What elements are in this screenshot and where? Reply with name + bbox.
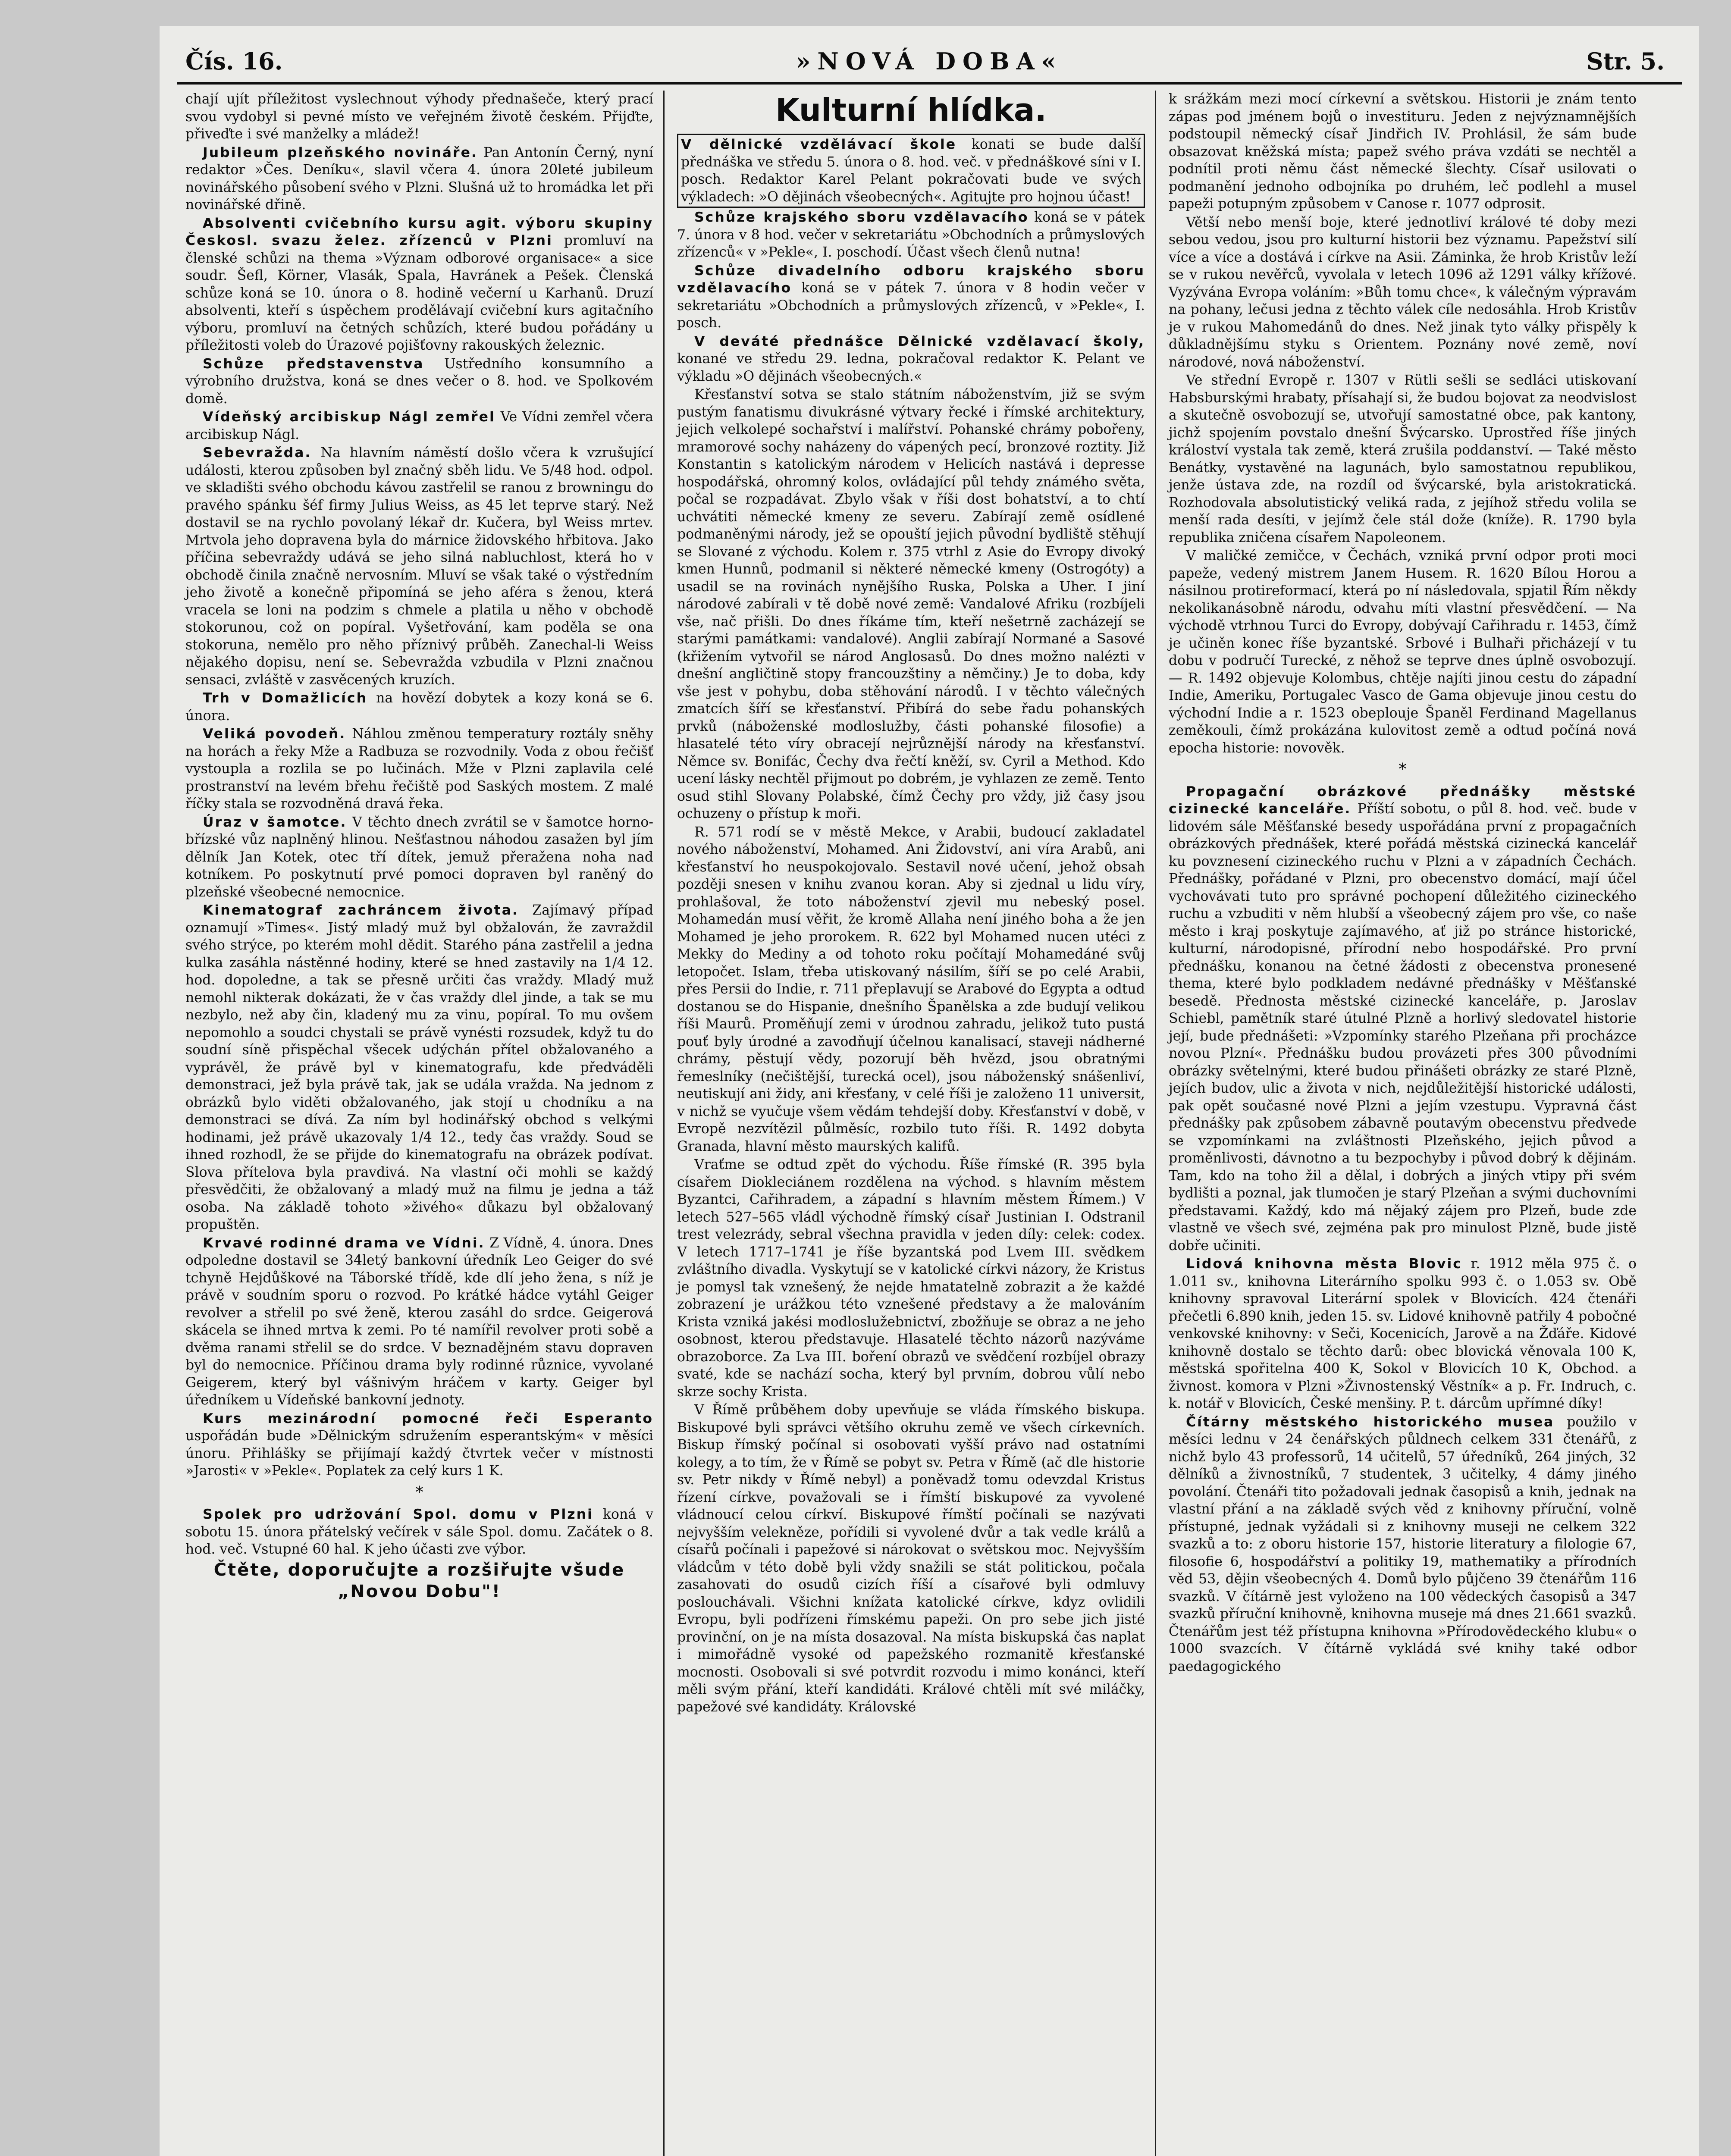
column-3 xyxy=(1169,91,1637,1676)
article-propagacni-prednasky xyxy=(1169,783,1637,1255)
article-kinematograf xyxy=(185,902,653,1234)
article-headline: V dělnické vzdělávací škole xyxy=(681,137,957,152)
article-headline: Schůze představenstva xyxy=(203,356,424,372)
article-body: promluví na členské schůzi na thema »Význam odborové organisace« a sice soudr. Šefl, Körner, Vlasák, Spala, Havránek a Pešek. Členská schůze koná se 10. února o 8. hodině večerní u Karhanů. Druzí absolventi, kteří s úspěchem prodělávají cvičební kurs agitačního výboru, promluví na četných schůzích, které budou pořádány u příležitosti voleb do Úrazové pojišťovny rakouských železnic. xyxy=(185,233,654,353)
article-body: koná se v pátek 7. února v 8 hodin večer v sekretariátu »Obchodních a průmyslových zřízenců, v »Pekle«, I. posch. xyxy=(677,280,1145,331)
article-paragraph: V maličké zemičce, v Čechách, vzniká první odpor proti moci papeže, vedený mistrem Janem Husem. R. 1620 Bílou Horou a násilnou protireformací, která po ní následovala, spjatil Řím někdy nekolikanásobně národu, odvahu míti vlastní přesvědčení. — Na východě vtrhnou Turci do Evropy, dobývají Cařihradu r. 1453, čímž je učiněn konec říše byzantské. Srbové i Bulhaři přicházejí v tu dobu v područí Turecké, z něhož se teprve dnes úplně osvobozují. — R. 1492 objevuje Kolombus, chtěje najíti jinou cestu do západní Indie, Ameriku, Portugalec Vasco de Gama objevuje jinou cestu do východní Indie a r. 1523 obeplouje Španěl Ferdinand Magellanus zeměkouli, čímž prokázána kulovitost země a odtud počíná nová epocha historie: novověk. xyxy=(1169,548,1637,756)
article-drama xyxy=(185,1235,653,1409)
article-body: konané ve středu 29. ledna, pokračoval redaktor K. Pelant ve výkladu »O dějinách všeobecných.« xyxy=(677,351,1145,384)
promo-slogan: Čtěte, doporučujte a rozšiřujte všude „Novou Dobu"! xyxy=(213,1560,625,1601)
article-headline: Spolek pro udržování Spol. domu v Plzni xyxy=(203,1507,593,1522)
article-body: uspořádán bude »Dělnickým sdružením esperantským« v měsíci únoru. Přihlášky se přijímají každý čtvrtek večer v místnosti »Jarosti« v »Pekle«. Poplatek za celý kurs 1 K. xyxy=(185,1428,653,1479)
article-predstavenstvo xyxy=(185,355,653,408)
article-absolventi xyxy=(185,215,653,354)
article-paragraph: Ve střední Evropě r. 1307 v Rütli sešli se sedláci utiskovaní Habsburskými hrabaty, přísahají si, že budou bojovat za neodvislost a skutečně osvobozují se, utvořují samostatné obce, pak kantony, jichž spojením povstalo dnešní Švýcarsko. Uprostřed říše jiných králoství vystala tak země, která zrušila poddanství. — Také město Benátky, vystavěné na lagunách, bylo samostatnou republikou, jenže ústava zde, na rozdíl od švýcarské, byla aristokratická. Rozhodovala absolutistický veliká rada, z jejíhož středu volila se menší rada desíti, v jejímž čele stál dože (kníže). R. 1790 byla republika zničena císařem Napoleonem. xyxy=(1169,373,1637,545)
article-spolek xyxy=(185,1506,653,1558)
article-headline: Sebevražda. xyxy=(203,445,312,461)
article-headline: Trh v Domažlicích xyxy=(203,690,368,706)
article-krajsky-sbor xyxy=(677,209,1145,261)
article-jubileum xyxy=(185,144,653,214)
article-body: Ve Vídni zemřel včera arcibiskup Nágl. xyxy=(185,409,654,442)
article-body: Ustředního konsumního a výrobního družstva, koná se dnes večer o 8. hod. ve Spolkovém domě. xyxy=(185,356,653,407)
column-1 xyxy=(185,91,653,1603)
article-headline: Schůze divadelního odboru krajského sboru vzdělavacího xyxy=(677,263,1145,296)
column-rule-2 xyxy=(1155,91,1156,2156)
article-headline: Propagační obrázkové přednášky městské cizinecké kanceláře. xyxy=(1169,783,1637,817)
article-headline: Čítárny městského historického musea xyxy=(1186,1414,1555,1430)
article-body: r. 1912 měla 975 č. o 1.011 sv., knihovna Literárního spolku 993 č. o 1.053 sv. Obě knihovny spravoval Literární spolek v Blovicích. 424 čtenáři přečetli 6.890 knih, jeden 15. sv. Lidové knihovně patřily 4 pobočné venkovské knihovny: v Seči, Kocenicích, Jarově a na Žďáře. Kidové knihovně dostalo se těchto darů: obec blovická věnovala 100 K, městská spořitelna 400 K, Sokol v Blovicích 10 K, Obchod. a živnost. komora v Plzni »Živnostenský Věstník« a p. Fr. Indruch, c. k. notář v Blovicích, České menšiny. P. t. dárcům upřímné díky! xyxy=(1169,1256,1637,1411)
article-body: koná se v pátek 7. února v 8 hod. večer v sekretariátu »Obchodních a průmyslových zřízenců« v »Pekle«, I. poschodí. Účast všech členů nutna! xyxy=(677,210,1145,260)
article-headline: Veliká povodeň. xyxy=(203,726,346,742)
issue-number: Čís. 16. xyxy=(185,47,283,75)
article-headline: Kinematograf zachráncem života. xyxy=(203,903,519,918)
page-header xyxy=(177,43,1682,85)
article-paragraph: k srážkám mezi mocí církevní a světskou. Historii je znám tento zápas pod jménem bojů o investituru. Jeden z nejvýznamnějších podstoupil německý císař Jindřich IV. Prohlásil, že sám bude obsazovat kněžská místa; papež svého práva vzdáti se nechtěl a podnítil proti němu část německé šlechty. Císař usilovati o podmanění jednoho odbojníka po druhém, leč podlehl a musel papeži potupným způsobem v Canose r. 1077 odprosit. xyxy=(1169,91,1637,212)
article-headline: Úraz v šamotce. xyxy=(203,814,347,830)
article-knihovna-blovice xyxy=(1169,1255,1637,1413)
article-arcibiskup xyxy=(185,408,653,443)
masthead-title: »NOVÁ DOBA« xyxy=(796,47,1063,75)
article-devata-prednaska xyxy=(677,333,1145,385)
article-headline: Absolventi cvičebního kursu agit. výboru skupiny Českosl. svazu želez. zřízenců v Plzni xyxy=(185,215,653,248)
article-headline: V deváté přednášce Dělnické vzdělavací školy, xyxy=(694,333,1145,349)
article-body: Příští sobotu, o půl 8. hod. več. bude v lidovém sále Měšťanské besedy uspořádána první z propagačních obrázkových přednášek, které pořádá městská cizinecká kancelář ku povznesení cizineckého ruchu v Plzni a v západních Čechách. Přednášky, pořádané v Plzni, pro obecenstvo domácí, mají účel vychovávati tuto pro správné pochopení důležitého cizineckého ruchu a vzbuditi v něm hlubší a všeobecný zájem pro vše, co naše město i kraj poskytuje zajímavého, ať již po stránce historické, kulturní, národopisné, přírodní nebo hospodářské. Pro první přednášku, konanou na četné žádosti z obecenstva pronesené thema, které bylo podkladem nedávné přednášky v Měšťanské besedě. Přednosta městské cizinecké kanceláře, p. Jaroslav Schiebl, pamětník staré útulné Plzně a horlivý sledovatel historie její, bude přednášeti: »Vzpomínky starého Plzeňana při procházce novou Plzní«. Přednášku budou provázeti přes 300 původními obrázky světelnými, které budou přinášeti obrázky ze staré Plzně, jejích budov, ulic a života v nich, nejdůležitější historické události, pak opět současné nové Plzni a jejím vzestupu. Vypravná část přednášky pak způsobem zábavně poutavým obecenstvu předvede se vzpomínkami na zvláštnosti Plzeňského, jejich původ a proměnlivosti, dávnotno a tu bezpochyby i původ dobrý k dějinám. Tam, kdo na toho žil a dělal, i dobrých a jiných vtipy při svém bydlišti a poznal, jak tlumočen je starý Plzeňan a svými duchovními představami. Každý, kdo má nějaký zájem pro Plzeň, bude zde vlastně ve všech své, zejména pak pro minulost Plzně, bude jistě dobře učiniti. xyxy=(1169,801,1637,1253)
column-rule-1 xyxy=(663,91,665,2156)
article-headline: Kurs mezinárodní pomocné řeči Esperanto xyxy=(203,1410,653,1426)
separator-asterisk: * xyxy=(415,1483,423,1501)
article-body: Zajímavý případ oznamují »Times«. Jistý mladý muž byl obžalován, že zavraždil svého strýce, po kterém mohl dědit. Starého pána zastřelil a jedna kulka zasáhla nástěnné hodiny, které se hned zastavily na 1/4 12. hod. dopoledne, a tak se přesně určiti čas vraždy. Mladý muž nemohl nikterak dokázati, že v čas vraždy dlel jinde, a tak se mu nezbylo, než aby čin, kladený mu za vinu, popíral. To mu ovšem nepomohlo a soudci chystali se právě vynésti rozsudek, když tu do soudní síně přispěchal všecek udýchán přítel obžalovaného a vyprávěl, že právě byl v kinematografu, kde předváděli demonstraci, jež byla právě tak, jak se udála vražda. Na jednom z obrázků bylo viděti obžalovaného, jak stojí u chodníku a na demonstraci se dívá. Za ním byl hodinářský obchod s velkými hodinami, jež právě ukazovaly 1/4 12., tedy čas vraždy. Soud se ihned rozhodl, že se přijde do kinematografu na obrázek podívat. Slova přítelova byla pravdivá. Na vlastní oči mohli se každý přesvědčiti, že obžalovaný a mladý muž na filmu je jedna a táž osoba. Na základě tohoto »živého« důkazu byl obžalovaný propuštěn. xyxy=(185,903,653,1232)
article-body: V těchto dnech zvrátil se v šamotce horno-břízské vůz naplněný hlinou. Nešťastnou náhodou zasažen byl jím dělník Jan Kotek, otec tří dítek, jemuž přeražena noha nad kotníkem. Po poskytnutí prvé pomoci dopraven byl raněný do plzeňské všeobecné nemocnice. xyxy=(185,814,654,900)
article-uraz xyxy=(185,814,653,901)
article-delnicka-skola xyxy=(677,134,1145,208)
article-esperanto xyxy=(185,1410,653,1480)
article-body: koná v sobotu 15. února přátelský večírek v sále Spol. domu. Začátek o 8. hod. več. Vstupné 60 hal. K jeho účasti zve výbor. xyxy=(185,1507,653,1557)
article-paragraph: R. 571 rodí se v městě Mekce, v Arabii, budoucí zakladatel nového náboženství, Mohamed. Ani Židovství, ani víra Arabů, ani křesťanství ho neuspokojovalo. Sestavil nové učení, jehož obsah později snesen v knihu zvanou koran. Aby si zjednal u lidu víry, prohlašoval, že toto náboženství zjevil mu nebeský posel. Mohamedán musí věřit, že kromě Allaha není jiného boha a že jen Mohamed je jeho prorokem. R. 622 byl Mohamed nucen utéci z Mekky do Mediny a od tohoto roku počítají Mohamedáné svůj letopočet. Islam, třeba utiskovaný násilím, šíří se po celé Arabii, přes Persii do Indie, r. 711 přeplavují se Arabové do Egypta a odtud dostanou se do Hispanie, dnešního Španělska a zde budují velikou říši Maurů. Proměňují zemi v úrodnou zahradu, jelikož tuto pustá pouť byly úrodné a zavodňují účelnou kanalisací, staveji nádherné chrámy, pěstují vědy, pozorují běh hvězd, jsou obratnými řemeslníky (nečištější, turecká ocel), jsou náboženský snášenliví, neutiskují ani židy, ani křesťany, v celé říši je založeno 11 universit, v nichž se vyučuje všem vědám tehdejší doby. Křesťanství v době, v Evropě nezvítězil půlměsíc, rozbilo tuto říši. R. 1492 dobyta Granada, hlavní město maurských kalifů. xyxy=(677,824,1145,1154)
article-paragraph: Křesťanství sotva se stalo státním náboženstvím, již se svým pustým fanatismu divukrásné výtvary řecké i římské architektury, jejich velkolepé sochařství i malířství. Pohanské chrámy pobořeny, mramorové sochy naházeny do vápených pecí, bronzové roztity. Již Konstantin s katolickým národem v Helicích nastává i depresse hospodářská, ohromný kolos, ovládající půl tehdy známého světa, počal se rozpadávat. Zbylo však v říši dost bohatství, a to chtí uchvátiti německé kmeny ze severu. Zabírají země osídlené podmaněnými národy, jež se opouští jejich původní bydliště stěhují se Slované z východu. Kolem r. 375 vtrhl z Asie do Evropy divoký kmen Hunnů, podmanil si některé německé kmeny (Ostrogóty) a usadil se na rovinách nynějšího Ruska, Polska a Uher. I jiní národové zabírali v tě době nové země: Vandalové Afriku (rozbíjeli vše, nač přišli. Do dnes říkáme tím, kteří nešetrně zacházejí se starými památkami: vandalové). Anglii zabírají Normané a Sasové (křižením vytvořil se národ Anglosasů. Do dnes možno nalézti v dnešní angličtině stopy francouzštiny a němčiny.) Je to doba, kdy vše jest v pohybu, doba stěhování národů. I v těchto válečných zmatcích šíří se křesťanství. Přibírá do sebe řadu pohanských prvků (náboženské modloslužby, části pohanské filosofie) a hlasatelé této víry obracejí nejrůznější národy na křesťanství. Němce sv. Bonifác, Čechy dva řečtí kněží, sv. Cyril a Method. Kdo ucení lásky nechtěl přijmout po dobrém, je vyhlazen ze země. Tento osud stihl Slovany Polabské, čímž Čechy pro vždy, již časy jsou ochuzeny o přístup k moři. xyxy=(677,387,1145,821)
separator-asterisk: * xyxy=(1399,761,1407,778)
article-povoden xyxy=(185,725,653,813)
article-body: konati se bude další přednáška ve středu 5. února o 8. hod. več. v přednáškové síni v I. posch. Redaktor Karel Pelant pokračovati bude ve svých výkladech: »O dějinách všeobecných«. Agitujte pro hojnou účast! xyxy=(681,137,1141,205)
article-trh xyxy=(185,689,653,724)
column-2 xyxy=(677,91,1145,1717)
article-body: na hovězí dobytek a kozy koná se 6. února. xyxy=(185,690,653,724)
article-sebevrazda xyxy=(185,444,653,689)
page-number: Str. 5. xyxy=(1586,47,1665,75)
article-body: Pan Antonín Černý, nyní redaktor »Čes. Deníku«, slavil včera 4. února 20leté jubileum novinářského působení svého v Plzni. Slušná už to hromádka let při novinářské dřině. xyxy=(185,144,654,213)
article-body: Z Vídně, 4. února. Dnes odpoledne dostavil se 34letý bankovní úředník Leo Geiger do své tchyně Hejdůškové na Táborské třídě, kde dlí jeho žena, s níž je právě v soudním sporu o rozvod. Po krátké hádce vytáhl Geiger revolver a střelil po své ženě, kterou zasáhl do srdce. Geigerová skácela se ihned mrtva k zemi. Po té namířil revolver proti sobě a dvěma ranami střelil se do srdce. V beznadějném stavu dopraven byl do nemocnice. Příčinou drama byly rodinné různice, vyvolané Geigerem, který byl vášnivým hráčem v karty. Geiger byl úředníkem u Vídeňské bankovní jednoty. xyxy=(185,1235,654,1408)
article-body: použilo v měsíci lednu v 24 čenářských půldnech celkem 331 čtenářů, z nichž bylo 43 professorů, 14 učitelů, 57 úředníků, 264 jiných, 32 dělníků a živnostníků, 7 studentek, 3 učitelky, 4 dámy jiného povolání. Čtenáři tito požadovali jednak časopisů a knih, jednak na vlastní přání a na základě svých věd z knihovny příruční, volně přístupné, jednak vyžádali si z knihovny museji ne celkem 322 svazků a to: z oboru historie 157, historie literatury a filologie 67, filosofie 6, hospodářství a politiky 19, mathematiky a přírodních věd 53, dějin všeobecných 4. Domů bylo půjčeno 39 čtenářům 116 svazků. V čítárně jest vyloženo na 100 vědeckých časopisů a 347 svazků příruční knihovně, knihovna museje má dnes 21.661 svazků. Čtenářům jest též přístupna knihovna »Přírodovědeckého klubu« o 1000 svazcích. V čítárně vykládá své knihy také odbor paedagogického xyxy=(1169,1414,1637,1674)
article-paragraph: V Římě průběhem doby upevňuje se vláda římského biskupa. Biskupové byli správci většího okruhu země ve všech církevních. Biskup římský počínal si osobovati vyšší právo nad ostatními kolegy, a to tím, že v Římě se pobyt sv. Petra v Římě (ač dle historie sv. Petr nikdy v Římě nebyl) a poněvadž tomu odevzdal Kristus řízení církve, považovali se i římští biskupové za vyvolené vládnoucí celou církví. Biskupové římští počínali se nazývati nejvyšším velekněze, pořídili si vyvolené dvůr a tak vedle králů a císařů počínali i papežové si nárokovat o světskou moc. Nejvyšším vládcům v této době byli vždy snažili se stát politickou, počala zasahovati do osudů cizích říší a císařové byli odmluvy poslouchávali. Všichni knížata katolické církve, kdyz ovlidili Evropu, byli podřízeni římskému papeži. On pro sebe jich jisté provinční, on je na místa dosazoval. Na místa biskupská čas naplat i mimořádně vysoké od papežského rozmanitě křesťanské mocnosti. Osobovali si své potvrdit rozvodu i mimo konánci, kteří měli svým přání, kteří kandidáti. Králové chtěli mít své miláčky, papežové své kandidáty. Královské xyxy=(677,1402,1145,1715)
article-paragraph: Vraťme se odtud zpět do východu. Říše římské (R. 395 byla císařem Diokleciánem rozdělena na východ. s hlavním městem Byzantci, Cařihradem, a západní s hlavním městem Římem.) V letech 527–565 vládl východně římský císař Justinian I. Odstranil trest velezrády, sebral všechna pravidla v jeden díly: celek: codex. V letech 1717–1741 je říše byzantská pod Lvem III. svědkem zvláštního divadla. Vyskytují se v katolické církvi názory, že Kristus je pomysl tak vznešený, že nejde hmatatelně zobrazit a že každé zobrazení je urážkou této vznešené představy a že malováním Krista vzniká jakési modloslužebnictví, zbožňuje se obraz a ne jeho osobnost, kterou představuje. Hlasatelé těchto názorů nazýváme obrazoborce. Za Lva III. boření obrazů ve svědčení rozbíjel obrazy svaté, kde se nachází socha, který byl prvním, dobrou vůlí nebo skrze sochy Krista. xyxy=(677,1157,1145,1400)
article-body: Na hlavním náměstí došlo včera k vzrušující události, kterou způsoben byl značný sběh lidu. Ve 5/48 hod. odpol. ve skladišti svého obchodu kávou zastřelil se ranou z browningu do pravého spánku šéf firmy Julius Weiss, as 45 let teprve starý. Než dostavil se na rychlo povolaný lékař dr. Kučera, byl Weiss mrtev. Mrtvola jeho dopravena byla do márnice židovského hřbitova. Jako příčina sebevraždy udává se jeho silná nabluchlost, která ho v obchodě činila značně nervosním. Mluví se však také o výstředním jeho životě a konečně připomíná se jeho aféra s ženou, která vracela se loni na podzim s chmele a platila u něho v obchodě stokorunou, což on popíral. Vyšetřování, kam poděla se ona stokoruna, nemělo pro něho příznivý průběh. Zanechal-li Weiss nějakého dopisu, není se. Sebevražda vzbudila v Plzni značnou sensaci, zvláště v zasvěcených kruzích. xyxy=(185,445,653,688)
article-citarny-musea xyxy=(1169,1413,1637,1676)
newspaper-page xyxy=(160,26,1699,2156)
article-divadelni-odbor xyxy=(677,262,1145,332)
article-headline: Lidová knihovna města Blovic xyxy=(1186,1256,1462,1272)
article-headline: Krvavé rodinné drama ve Vídni. xyxy=(203,1235,485,1251)
article-headline: Jubileum plzeňského novináře. xyxy=(203,144,478,160)
article-headline: Vídeňský arcibiskup Nágl zemřel xyxy=(203,409,495,425)
section-title: Kulturní hlídka. xyxy=(775,92,1047,128)
article-continuation: chají ujít příležitost vyslechnout výhody přednašeče, který prací svou vydobyl si pevné místo ve veřejném životě českém. Přijďte, přiveďte i své manželky a mládež! xyxy=(185,91,653,142)
article-paragraph: Větší nebo menší boje, které jednotliví králové té doby mezi sebou vedou, jsou pro kulturní historii bez významu. Papežství silí více a více a dostává i církve na Asii. Záminka, že hrob Kristův leží se v rukou nevěřců, vyvolala v letech 1096 až 1291 války křížové. Vyzývána Evropa voláním: »Bůh tomu chce«, k válečným výpravám na pohany, lečusi jedna z těchto válek cíle nedosáhla. Hrob Kristův je v rukou Mahomedánů do dnes. Než jinak tyto války přispěly k důkladnějšímu styku s Orientem. Poznány nové země, noví národové, nová náboženství. xyxy=(1169,214,1637,370)
article-body: Náhlou změnou temperatury roztály sněhy na horách a řeky Mže a Radbuza se rozvodnily. Voda z obou řečišť vystoupla a rozlila se po lučinách. Mže v Plzni zaplavila celé prostranství na levém břehu řečiště pod Saských mostem. Z malé říčky stala se rozvodněná dravá řeka. xyxy=(185,726,653,812)
article-headline: Schůze krajského sboru vzdělavacího xyxy=(694,210,1029,225)
